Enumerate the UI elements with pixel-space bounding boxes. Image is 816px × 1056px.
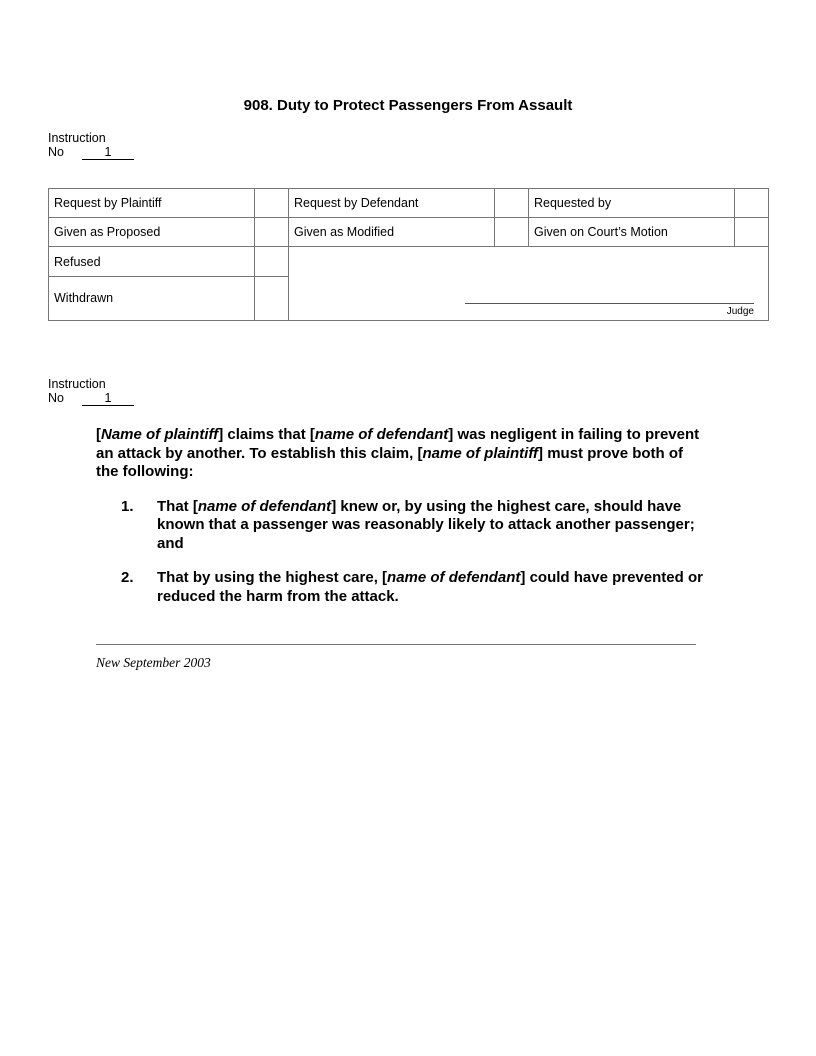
footer-divider bbox=[96, 644, 696, 645]
given-on-courts-motion-label: Given on Court’s Motion bbox=[529, 218, 735, 247]
instruction-no-row bbox=[48, 391, 134, 406]
placeholder-name-of-defendant: name of defendant bbox=[314, 426, 449, 443]
instruction-no-value: 1 bbox=[82, 146, 134, 160]
refused-label: Refused bbox=[49, 247, 255, 276]
instruction-body bbox=[96, 426, 706, 606]
placeholder-name-of-plaintiff: Name of plaintiff bbox=[101, 426, 219, 443]
instruction-label: Instruction bbox=[48, 377, 106, 391]
given-as-proposed-label: Given as Proposed bbox=[49, 218, 255, 247]
instruction-intro: [Name of plaintiff] claims that [name of defendant] was negligent in failing to prevent an attack by another. To establish this claim, [name of plaintiff] must prove both of the following: bbox=[96, 426, 700, 480]
page-title: 908. Duty to Protect Passengers From Assault bbox=[243, 97, 573, 114]
instruction-number-block-2 bbox=[48, 377, 134, 406]
request-by-defendant-checkbox[interactable] bbox=[495, 189, 529, 218]
requested-by-checkbox[interactable] bbox=[735, 189, 769, 218]
element-list-item bbox=[96, 498, 706, 554]
element-text: That [name of defendant] knew or, by using the highest care, should have known that a passenger was reasonably likely to attack another passenger; and bbox=[157, 497, 695, 552]
request-by-plaintiff-label: Request by Plaintiff bbox=[49, 189, 255, 218]
given-as-proposed-checkbox[interactable] bbox=[255, 218, 289, 247]
withdrawn-label: Withdrawn bbox=[49, 276, 255, 320]
instruction-number-block-1 bbox=[48, 131, 134, 160]
given-on-courts-motion-checkbox[interactable] bbox=[735, 218, 769, 247]
placeholder-name-of-plaintiff: name of plaintiff bbox=[422, 444, 539, 462]
instruction-no-label: No bbox=[48, 145, 64, 159]
instruction-label: Instruction bbox=[48, 131, 106, 145]
instruction-no-row bbox=[48, 145, 134, 160]
request-status-table bbox=[48, 188, 769, 321]
element-number: 1. bbox=[121, 497, 134, 515]
element-list-item bbox=[96, 569, 706, 606]
judge-signature-line[interactable] bbox=[465, 303, 754, 304]
request-by-defendant-label: Request by Defendant bbox=[289, 189, 495, 218]
given-as-modified-label: Given as Modified bbox=[289, 218, 495, 247]
requested-by-label: Requested by bbox=[529, 189, 735, 218]
instruction-no-label: No bbox=[48, 391, 64, 405]
instruction-no-value: 1 bbox=[82, 392, 134, 406]
withdrawn-checkbox[interactable] bbox=[255, 276, 289, 320]
footer-note: New September 2003 bbox=[96, 655, 211, 670]
placeholder-name-of-defendant: name of defendant bbox=[197, 497, 332, 515]
judge-label: Judge bbox=[726, 306, 754, 317]
given-as-modified-checkbox[interactable] bbox=[495, 218, 529, 247]
refused-checkbox[interactable] bbox=[255, 247, 289, 276]
request-by-plaintiff-checkbox[interactable] bbox=[255, 189, 289, 218]
element-number: 2. bbox=[121, 569, 134, 586]
judge-signature-area bbox=[289, 247, 769, 321]
element-text: That by using the highest care, [name of defendant] could have prevented or reduced the harm from the attack. bbox=[157, 569, 703, 605]
placeholder-name-of-defendant: name of defendant bbox=[387, 569, 521, 586]
